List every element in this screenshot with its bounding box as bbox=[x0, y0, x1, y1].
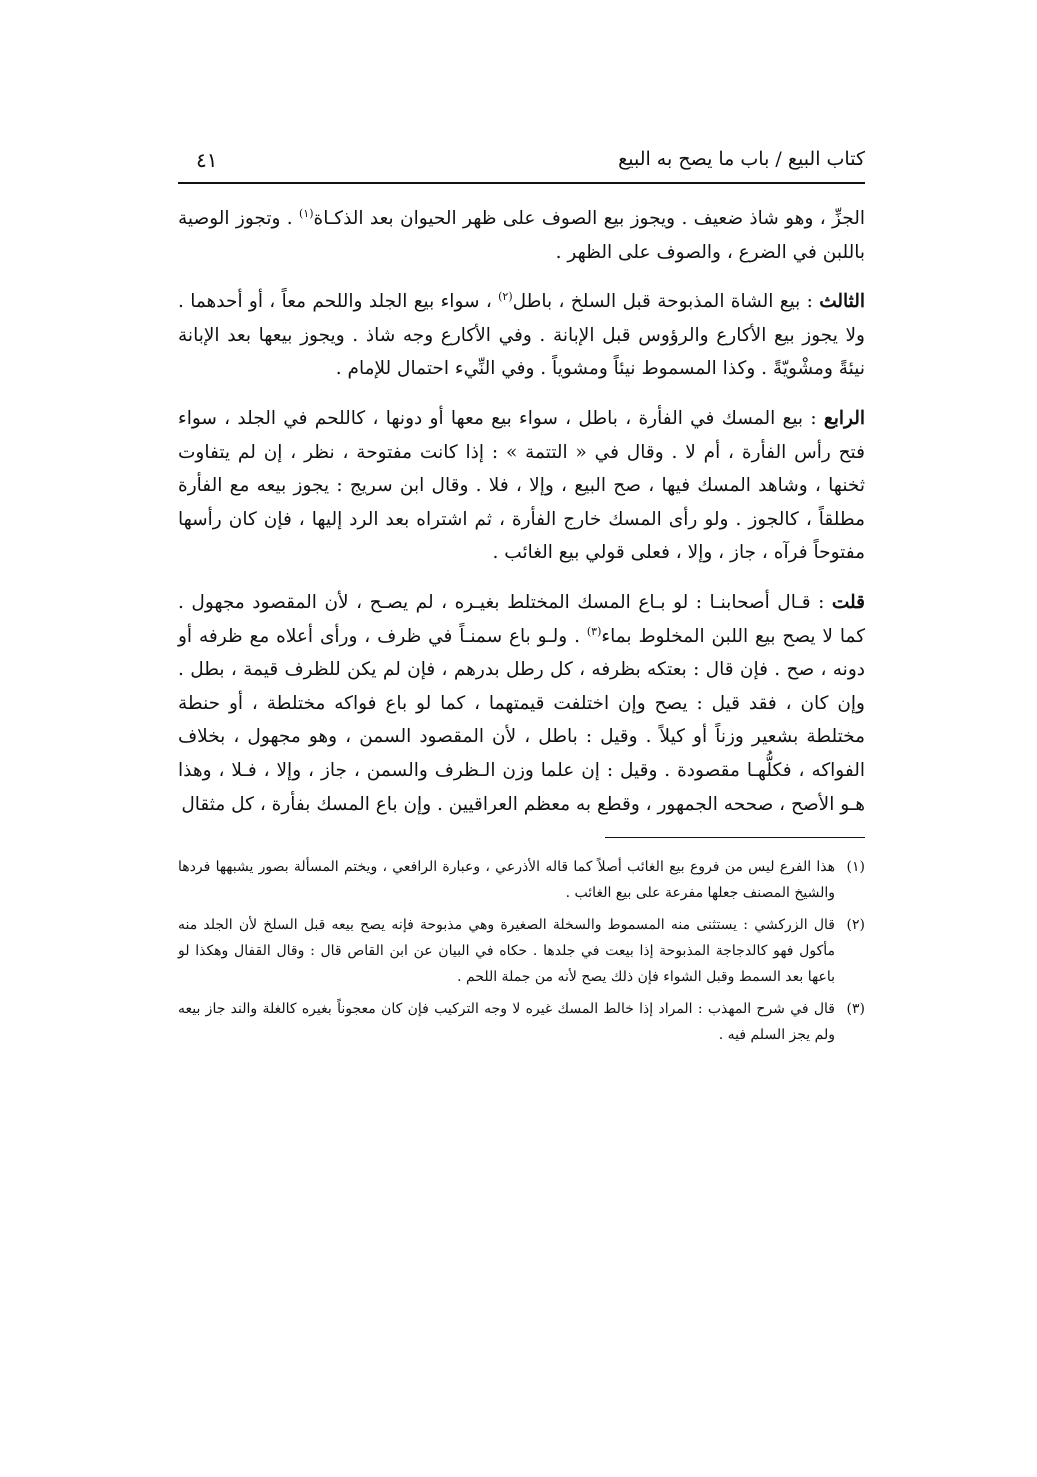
footnotes bbox=[178, 854, 865, 1048]
footnote-ref: (٣) bbox=[586, 624, 602, 638]
footnote-text: هذا الفرع ليس من فروع بيع الغائب أصلاً كما قاله الأذرعي ، وعبارة الرافعي ، ويختم المسألة بصور يشبهها فردها والشيخ المصنف جعلها مفرعة على بيع الغائب . bbox=[178, 859, 835, 902]
footnote bbox=[178, 854, 865, 906]
paragraph: قلت : قـال أصحابنـا : لو بـاع المسك المختلط بغيـره ، لم يصـح ، لأن المقصود مجهول . كما لا يصح بيع اللبن المخلوط بماء$^{(٣)}$ . ولـو باع سمنـاً في ظرف ، ورأى أعلاه مع ظرفه أو دونه ، صح . فإن قال : بعتكه بظرفه ، كل رطل بدرهم ، فإن لم يكن للظرف قيمة ، بطل . وإن كان ، فقد قيل : يصح وإن اختلفت قيمتهما ، كما لو باع فواكه مختلطة ، أو حنطة مختلطة بشعير وزناً أو كيلاً . وقيل : باطل ، لأن المقصود السمن ، وهو مجهول ، بخلاف الفواكه ، فكلُّهـا مقصودة . وقيل : إن علما وزن الـظرف والسمن ، جاز ، وإلا ، فـلا ، وهذا هـو الأصح ، صححه الجمهور ، وقطع به معظم العراقيين . وإن باع المسك بفأرة ، كل مثقال bbox=[178, 591, 866, 815]
page-number: ٤١ bbox=[196, 148, 218, 172]
page bbox=[178, 142, 865, 1054]
footnote-ref: (١) bbox=[299, 206, 314, 220]
running-title: كتاب البيع / باب ما يصح به البيع bbox=[618, 148, 865, 170]
footnote-text: قال في شرح المهذب : المراد إذا خالط المسك غيره لا وجه التركيب فإن كان معجوناً بغيره كالغلة والند جاز بيعه ولم يجز السلم فيه . bbox=[178, 1001, 835, 1044]
footnote bbox=[178, 996, 865, 1048]
footnote-number: (١) bbox=[846, 859, 865, 876]
paragraph: الثالث : بيع الشاة المذبوحة قبل السلخ ، باطل$^{(٢)}$ ، سواء بيع الجلد واللحم معاً ، أو أحدهما . ولا يجوز بيع الأكارع والرؤوس قبل الإبانة . وفي الأكارع وجه شاذ . ويجوز بيعها بعد الإبانة نيئةً ومشْويّةً . وكذا المسموط نيئاً ومشوياً . وفي النِّيء احتمال للإمام . bbox=[178, 290, 865, 380]
section-lead: قلت bbox=[831, 591, 865, 613]
footnote bbox=[178, 912, 865, 990]
paragraph: الرابع : بيع المسك في الفأرة ، باطل ، سواء بيع معها أو دونها ، كاللحم في الجلد ، سواء فتح رأس الفأرة ، أم لا . وقال في « التتمة » : إذا كانت مفتوحة ، نظر ، إن لم يتفاوت ثخنها ، وشاهد المسك فيها ، صح البيع ، وإلا ، فلا . وقال ابن سريج : يجوز بيعه مع الفأرة مطلقاً ، كالجوز . ولو رأى المسك خارج الفأرة ، ثم اشتراه بعد الرد إليها ، فإن كان رأسها مفتوحاً فرآه ، جاز ، وإلا ، فعلى قولي بيع الغائب . bbox=[178, 407, 865, 564]
main-text bbox=[178, 202, 865, 821]
footnote-ref: (٢) bbox=[498, 290, 513, 304]
footnote-separator bbox=[605, 837, 865, 838]
footnote-text: قال الزركشي : يستثنى منه المسموط والسخلة الصغيرة وهي مذبوحة فإنه يصح بيعه قبل السلخ لأن الجلد منه مأكول فهو كالدجاجة المذبوحة إذا بيعت في جلدها . حكاه في البيان عن ابن القاص قال : وقال القفال وهكذا لو باعها بعد السمط وقبل الشواء فإن ذلك يصح لأنه من جملة اللحم . bbox=[178, 917, 835, 986]
section-lead: الثالث bbox=[819, 291, 865, 313]
page-header bbox=[178, 142, 865, 184]
section-lead: الرابع bbox=[823, 407, 865, 429]
footnote-number: (٣) bbox=[846, 1001, 865, 1018]
footnote-number: (٢) bbox=[846, 917, 865, 934]
paragraph: الجزِّ ، وهو شاذ ضعيف . ويجوز بيع الصوف على ظهر الحيوان بعد الذكـاة$^{(١)}$ . وتجوز الوصية باللبن في الضرع ، والصوف على الظهر . bbox=[178, 206, 865, 263]
